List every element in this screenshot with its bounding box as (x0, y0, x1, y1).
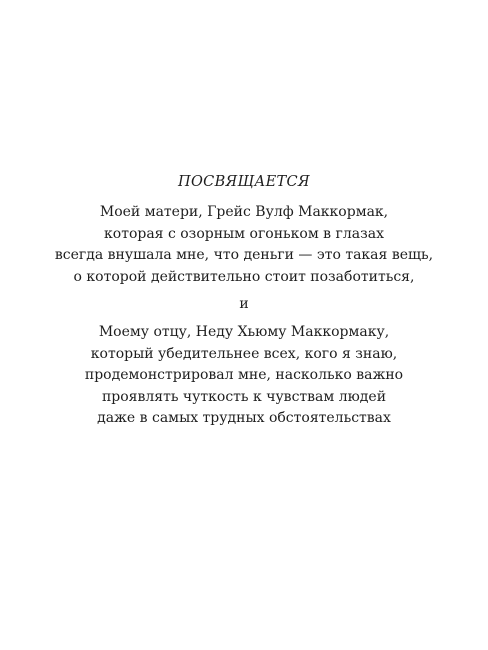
dedication-to-mother (40, 202, 448, 288)
text-line: о которой действительно стоит позаботиться, (73, 268, 415, 285)
text-line: продемонстрировал мне, насколько важно (84, 367, 404, 384)
text-line: всегда внушала мне, что деньги — это такая вещь, (54, 247, 434, 264)
dedication-conjunction: и (239, 296, 249, 313)
dedication-block (40, 172, 448, 430)
text-line: которая с озорным огоньком в глазах (104, 225, 384, 242)
text-line: который убедительнее всех, кого я знаю, (90, 345, 398, 362)
text-line: проявлять чуткость к чувствам людей (101, 388, 387, 405)
text-line: Моей матери, Грейс Вулф Маккормак, (99, 204, 389, 220)
dedication-to-father (40, 322, 448, 430)
text-line: Моему отцу, Неду Хьюму Маккормаку, (98, 323, 390, 340)
text-line: даже в самых трудных обстоятельствах (97, 410, 391, 427)
dedication-heading: ПОСВЯЩАЕТСЯ (178, 174, 310, 190)
